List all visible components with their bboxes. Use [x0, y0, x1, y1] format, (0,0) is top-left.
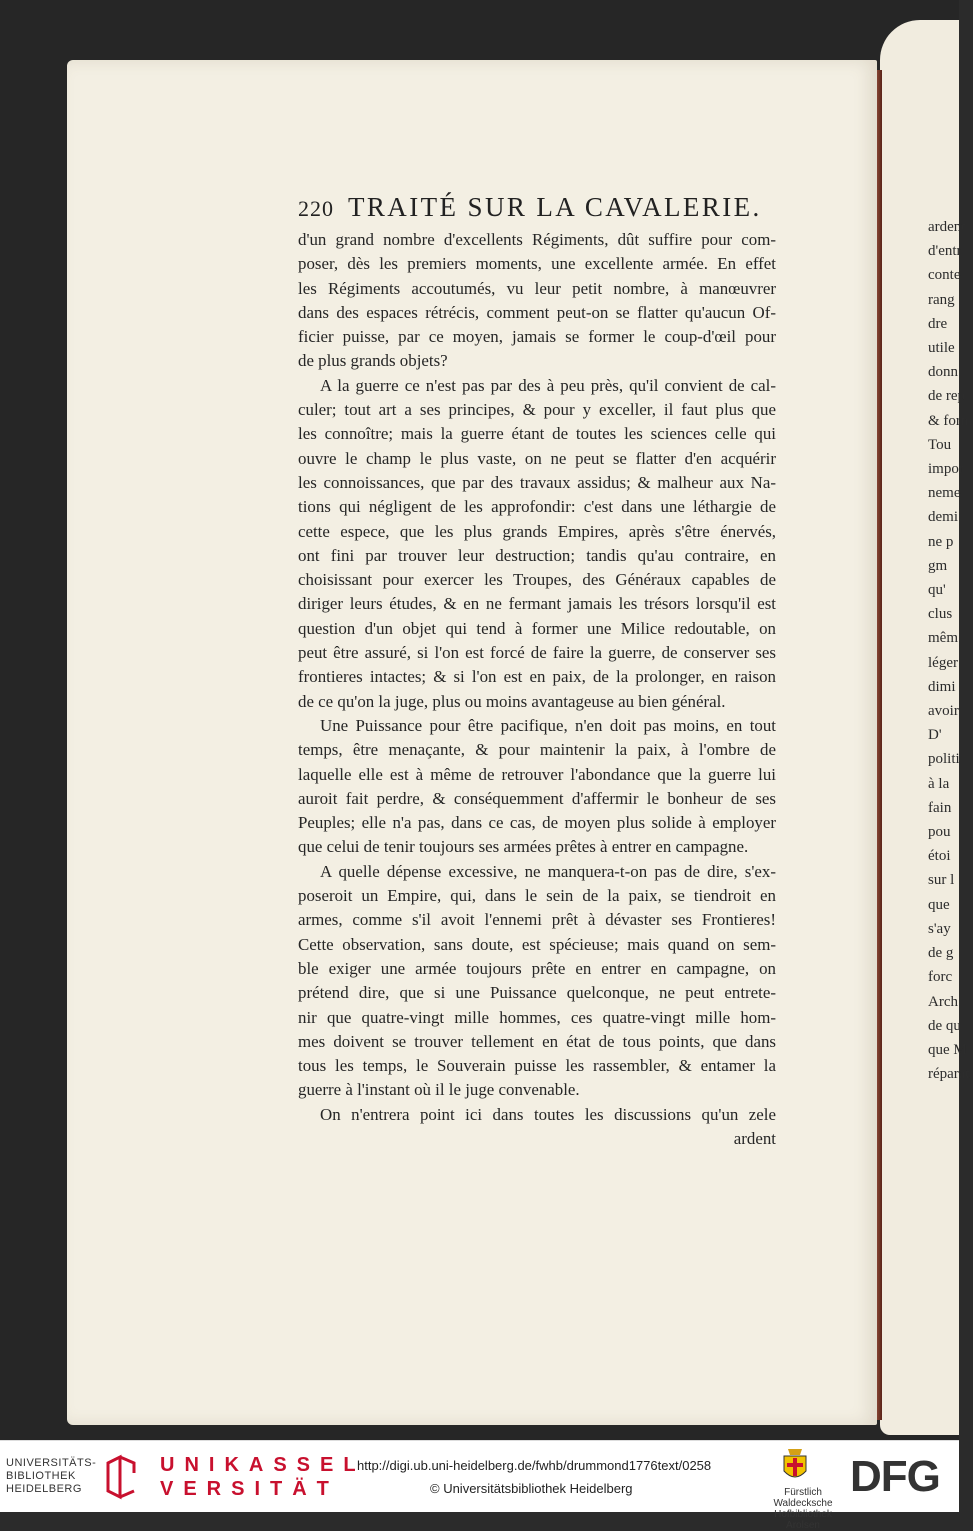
- text-line: de plus grands objets?: [298, 351, 448, 371]
- page-number: 220: [298, 196, 334, 221]
- facing-page-line: mêm: [928, 630, 958, 647]
- text-line: culer; tout art a ses principes, & pour y exceller, il faut plus que: [298, 400, 776, 420]
- facing-page-line: clus: [928, 606, 953, 623]
- text-line: d'un grand nombre d'excellents Régiments, dût suffire pour com-: [298, 230, 776, 249]
- text-line: tions qui négligent de les approfondir: c'est dans une léthargie de: [298, 497, 776, 517]
- text-line: dans des espaces rétrécis, comment peut-on se flatter qu'aucun Of-: [298, 302, 776, 322]
- text-line: mes doivent se trouver tellement en état de tous points, que dans: [298, 1031, 776, 1051]
- facing-page-line: impor: [928, 461, 964, 478]
- facing-page-line: donn: [928, 364, 958, 381]
- kassel-logo-line: UNIKASSEL: [160, 1454, 366, 1476]
- text-line: choisissant pour exercer les Troupes, des Généraux capables de: [298, 570, 776, 590]
- text-line: les Régiments accoutumés, vu leur petit nombre, à manœuvrer: [298, 278, 776, 298]
- copyright-notice: © Universitätsbibliothek Heidelberg: [430, 1481, 633, 1496]
- running-head-title: TRAITÉ SUR LA CAVALERIE.: [348, 192, 762, 222]
- dfg-logo[interactable]: DFG: [850, 1452, 940, 1501]
- facing-page-line: étoi: [928, 848, 951, 865]
- text-line: ficier puisse, par ce moyen, jamais se former le coup-d'œil pour: [298, 327, 776, 347]
- facing-page-line: avoir: [928, 703, 959, 720]
- text-line: A la guerre ce n'est pas par des à peu près, qu'il convient de cal-: [320, 375, 776, 395]
- facing-page-line: qu': [928, 582, 946, 599]
- text-line: les connoissances, que par des travaux assidus; & malheur aux Na-: [298, 472, 776, 492]
- facing-page-line: politi: [928, 751, 960, 768]
- text-line: nir que quatre-vingt mille hommes, ces quatre-vingt mille hom-: [298, 1007, 776, 1027]
- facing-page-line: à la: [928, 775, 950, 792]
- text-line: On n'entrera point ici dans toutes les discussions qu'un zele: [320, 1104, 776, 1124]
- facing-page-line: d'entr: [928, 243, 962, 260]
- text-line: frontieres intactes; & si l'on est en paix, de la prolonger, en raison: [298, 667, 776, 687]
- text-line: poseroit un Empire, qui, dans le sein de la paix, se tiendroit en: [298, 886, 776, 906]
- facing-page-line: ardent: [928, 219, 966, 235]
- facing-page-line: léger: [928, 654, 958, 671]
- text-line: les connoître; mais la guerre étant de toutes les sciences celle qui: [298, 424, 776, 444]
- catchword: ardent: [733, 1128, 776, 1148]
- facing-page-line: de qu: [928, 1017, 961, 1034]
- facing-page-line: ne p: [928, 533, 954, 550]
- text-line: question d'un objet qui tend à former une Milice redoutable, on: [298, 618, 776, 638]
- running-head: [298, 192, 778, 224]
- text-line: que celui de tenir toujours ses armées prêtes à entrer en campagne.: [298, 837, 749, 857]
- library-name-line: UNIVERSITÄTS-: [6, 1457, 97, 1469]
- facing-page-line: rang: [928, 291, 955, 308]
- facing-page-line: utile: [928, 340, 955, 357]
- arolsen-library-name: [768, 1487, 838, 1531]
- facing-page-line: que M: [928, 1041, 967, 1058]
- facing-page-line: fain: [928, 799, 952, 816]
- arolsen-line: Hofbibliothek Arolsen: [774, 1509, 832, 1531]
- text-line: ble exiger une armée toujours prête en entrer en campagne, on: [298, 958, 776, 978]
- text-line: ouvre le champ le plus vaste, on ne peut se flatter d'en acquérir: [298, 448, 776, 468]
- facing-page-fragment: [880, 20, 973, 1435]
- text-line: cette espece, que les plus grands Empires, après s'être énervés,: [298, 521, 776, 541]
- text-line: peut être assuré, si l'on est forcé de faire la guerre, de conserver ses: [298, 643, 776, 663]
- facing-page-line: de g: [928, 945, 954, 962]
- body-text: [298, 228, 776, 1151]
- heidelberg-library-mark-icon: [104, 1453, 138, 1501]
- facing-page-line: que: [928, 896, 950, 913]
- facing-page-line: D': [928, 727, 942, 744]
- text-line: poser, dès les premiers moments, une excellente armée. En effet: [298, 254, 776, 274]
- facing-page-line: dre: [928, 315, 948, 332]
- library-name-line: BIBLIOTHEK: [6, 1470, 76, 1482]
- facing-page-line: Tou: [928, 436, 952, 453]
- text-line: laquelle elle est à même de retrouver l'abondance que la guerre lui: [298, 764, 776, 784]
- facing-page-line: conte: [928, 267, 961, 284]
- facing-page-line: dimi: [928, 678, 956, 695]
- text-line: Cette observation, sans doute, est spécieuse; mais quand on sem-: [298, 934, 776, 954]
- text-line: A quelle dépense excessive, ne manquera-t-on pas de dire, s'ex-: [320, 861, 776, 881]
- facing-page-line: & form: [928, 412, 973, 429]
- facing-page-line: demi: [928, 509, 958, 526]
- text-line: prétend dire, que si une Puissance quelconque, ne peut entrete-: [298, 983, 776, 1003]
- permalink-url[interactable]: http://digi.ub.uni-heidelberg.de/fwhb/drummond1776text/0258: [357, 1458, 712, 1473]
- arolsen-line: Fürstlich Waldecksche: [773, 1487, 833, 1509]
- text-line: de ce qu'on la juge, plus ou moins avantageuse au bien général.: [298, 691, 726, 711]
- facing-page-line: Arch: [928, 993, 958, 1010]
- waldeck-coat-of-arms-icon: [780, 1447, 810, 1485]
- facing-page-line: gm: [928, 557, 948, 574]
- facing-page-line: réparat: [928, 1066, 970, 1083]
- facing-page-line: s'ay: [928, 920, 951, 937]
- facing-page-line: pou: [928, 824, 951, 841]
- text-line: diriger leurs études, & en ne fermant jamais les trésors lorsqu'il est: [298, 594, 776, 614]
- kassel-logo-line: VERSITÄT: [160, 1478, 339, 1500]
- facing-page-line: de rep: [928, 388, 966, 405]
- facing-page-line: neme: [928, 485, 961, 502]
- text-line: tous les temps, le Souverain puisse les rassembler, & entamer la: [298, 1056, 776, 1076]
- facing-page-text: [928, 215, 973, 1086]
- facing-page-line: forc: [928, 969, 953, 986]
- text-line: Peuples; elle n'a pas, dans ce cas, de moyen plus solide à employer: [298, 813, 776, 833]
- uni-kassel-logo[interactable]: [160, 1453, 366, 1501]
- heidelberg-library-logo[interactable]: [6, 1457, 96, 1496]
- text-line: armes, comme s'il avoit l'ennemi prêt à dévaster ses Frontieres!: [298, 910, 776, 930]
- library-name-line: HEIDELBERG: [6, 1483, 82, 1495]
- facing-page-line: sur l: [928, 872, 955, 889]
- text-line: guerre à l'instant où il le juge convenable.: [298, 1080, 580, 1100]
- text-line: Une Puissance pour être pacifique, n'en doit pas moins, en tout: [320, 715, 776, 735]
- text-line: temps, être menaçante, & pour maintenir la paix, à l'ombre de: [298, 740, 776, 760]
- text-line: ont fini par trouver leur destruction; tandis qu'au contraire, en: [298, 545, 776, 565]
- viewer-footer: [0, 1440, 959, 1531]
- text-line: auroit fait perdre, & conséquemment d'affermir le bonheur de ses: [298, 788, 776, 808]
